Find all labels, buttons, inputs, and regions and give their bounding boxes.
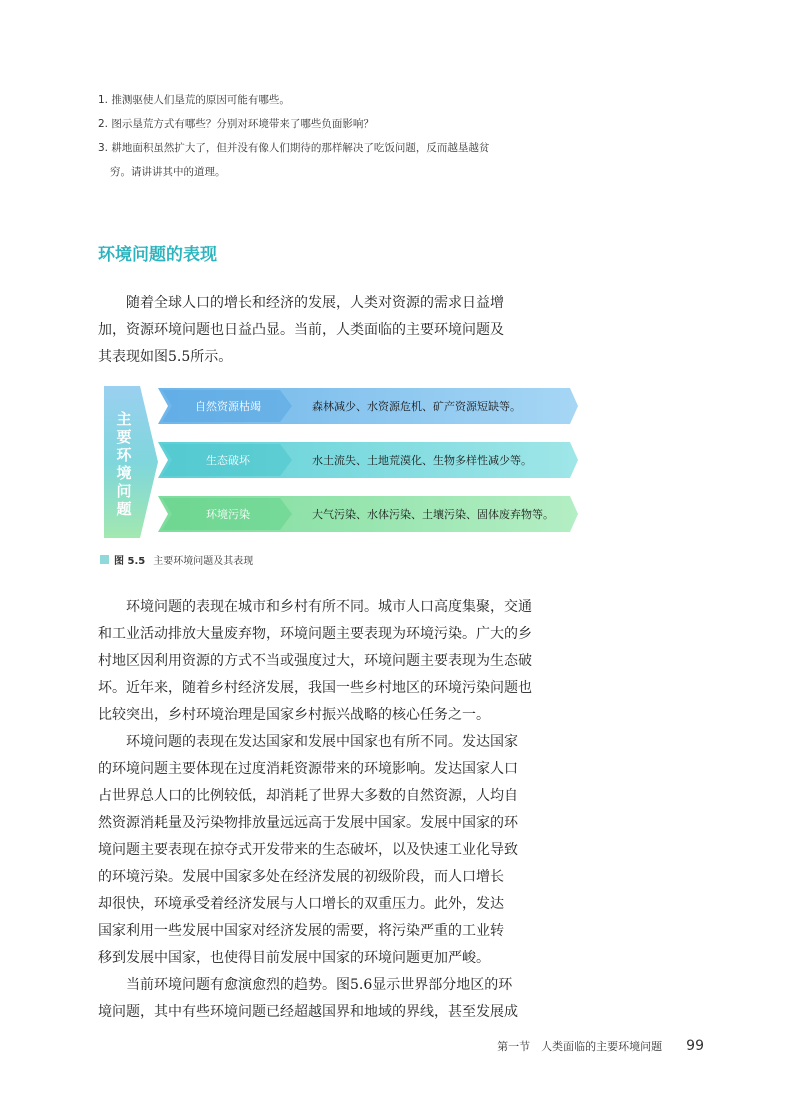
text-line: 境问题，其中有些环境问题已经超越国界和地域的界线，甚至发展成: [98, 1004, 518, 1020]
text-line: 的环境问题主要体现在过度消耗资源带来的环境影响。发达国家人口: [98, 761, 518, 777]
row-description: 水土流失、土地荒漠化、生物多样性减少等。: [312, 454, 532, 467]
side-label-char: 主: [116, 410, 132, 428]
chapter-title: 第一节 人类面临的主要环境问题: [497, 1040, 663, 1053]
discussion-questions: [98, 88, 598, 184]
text-line: 占世界总人口的比例较低，却消耗了世界大多数的自然资源，人均自: [98, 788, 518, 804]
caption-number: 图 5.5: [114, 556, 146, 567]
text-line: 村地区因利用资源的方式不当或强度过大，环境问题主要表现为生态破: [98, 653, 532, 669]
side-label-char: 题: [116, 500, 132, 518]
caption-marker: [100, 555, 109, 564]
row-description: 森林减少、水资源危机、矿产资源短缺等。: [312, 400, 521, 413]
question-1: 1. 推测驱使人们垦荒的原因可能有哪些。: [98, 94, 290, 106]
environment-problems-diagram: [100, 382, 580, 542]
side-label-char: 要: [116, 428, 132, 446]
text-line: 的环境污染。发展中国家多处在经济发展的初级阶段，而人口增长: [98, 869, 504, 885]
row-category-label: 生态破坏: [206, 454, 250, 467]
figure-caption: [100, 552, 253, 567]
text-line: 和工业活动排放大量废弃物，环境问题主要表现为环境污染。广大的乡: [98, 626, 532, 642]
caption-text: 主要环境问题及其表现: [153, 556, 254, 567]
side-label-char: 问: [116, 482, 132, 500]
figure-5-5: [100, 382, 580, 542]
side-label-char: 环: [116, 446, 132, 464]
text-line: 坏。近年来，随着乡村经济发展，我国一些乡村地区的环境污染问题也: [98, 680, 532, 696]
text-line: 当前环境问题有愈演愈烈的趋势。图5.6显示世界部分地区的环: [126, 977, 513, 993]
row-description: 大气污染、水体污染、土壤污染、固体废弃物等。: [312, 508, 554, 521]
text-line: 随着全球人口的增长和经济的发展，人类对资源的需求日益增: [126, 295, 504, 311]
text-line: 环境问题的表现在发达国家和发展中国家也有所不同。发达国家: [126, 734, 518, 750]
row-category-label: 环境污染: [206, 508, 250, 521]
question-2: 2. 图示垦荒方式有哪些？分别对环境带来了哪些负面影响？: [98, 118, 374, 130]
text-line: 环境问题的表现在城市和乡村有所不同。城市人口高度集聚，交通: [126, 599, 532, 615]
text-line: 却很快，环境承受着经济发展与人口增长的双重压力。此外，发达: [98, 896, 504, 912]
row-category-label: 自然资源枯竭: [195, 400, 261, 413]
question-3: 3. 耕地面积虽然扩大了，但并没有像人们期待的那样解决了吃饭问题，反而越垦越贫: [98, 142, 490, 154]
text-line: 其表现如图5.5所示。: [98, 349, 233, 365]
page-number: 99: [686, 1038, 704, 1054]
side-label-char: 境: [116, 464, 132, 482]
text-line: 境问题主要表现在掠夺式开发带来的生态破坏，以及快速工业化导致: [98, 842, 518, 858]
text-line: 移到发展中国家，也使得目前发展中国家的环境问题更加严峻。: [98, 950, 490, 966]
intro-paragraph: [98, 290, 578, 371]
text-line: 比较突出，乡村环境治理是国家乡村振兴战略的核心任务之一。: [98, 707, 490, 723]
body-text: [98, 594, 578, 1026]
question-3-continued: 穷。请讲讲其中的道理。: [110, 166, 226, 178]
section-title: 环境问题的表现: [98, 245, 217, 265]
text-line: 加，资源环境问题也日益凸显。当前，人类面临的主要环境问题及: [98, 322, 504, 338]
page-footer: [497, 1038, 704, 1054]
text-line: 然资源消耗量及污染物排放量远远高于发展中国家。发展中国家的环: [98, 815, 518, 831]
text-line: 国家利用一些发展中国家对经济发展的需要，将污染严重的工业转: [98, 923, 504, 939]
